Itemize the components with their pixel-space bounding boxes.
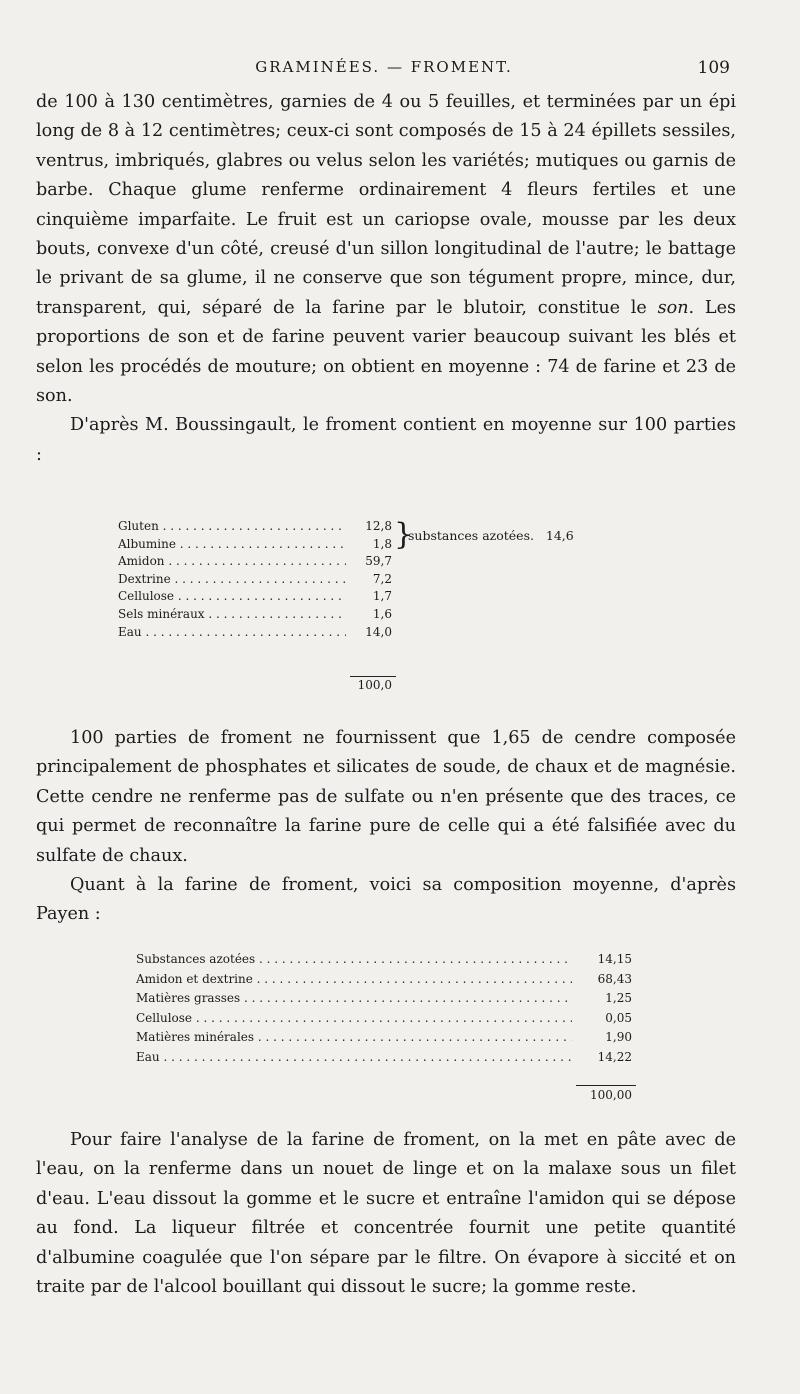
row-value: 1,7 bbox=[350, 588, 392, 606]
table-row bbox=[118, 536, 678, 554]
table-row bbox=[118, 624, 678, 642]
row-label: Amidon . . . bbox=[118, 553, 346, 571]
paragraph-2: D'après M. Boussingault, le froment contient en moyenne sur 100 parties : bbox=[36, 415, 736, 465]
row-label: Cellulose . . . bbox=[118, 588, 346, 606]
table-row bbox=[136, 970, 636, 990]
brace-annotation: substances azotées. 14,6 bbox=[408, 528, 574, 543]
row-value: 14,0 bbox=[350, 624, 392, 642]
table-row bbox=[136, 989, 636, 1009]
row-value: 68,43 bbox=[574, 970, 632, 990]
row-value: 1,90 bbox=[574, 1028, 632, 1048]
table-row bbox=[136, 1048, 636, 1068]
page-number: 109 bbox=[697, 58, 730, 78]
table-total: 100,00 bbox=[590, 1088, 632, 1102]
row-value: 1,8 bbox=[350, 536, 392, 554]
paragraph-1: de 100 à 130 centimètres, garnies de 4 ou 5 feuilles, et terminées par un épi long de 8 à 12 centimètres; ceux-ci sont composés de 15 à 24 épillets sessiles, ventrus, imbriqués, glabres ou velus selon les variétés; mutiques ou garnis de barbe. Chaque glume renferme ordinairement 4 fleurs fertiles et une cinquième imparfaite. Le fruit est un cariopse ovale, mousse par les deux bouts, convexe d'un côté, creusé d'un sillon longitudinal de l'autre; le battage le privant de sa glume, il ne conserve que son tégument propre, mince, dur, transparent, qui, séparé de la farine par le blutoir, constitue le son. Les proportions de son et de farine peuvent varier beaucoup suivant les blés et selon les procédés de mouture; on obtient en moyenne : 74 de farine et 23 de son. bbox=[36, 92, 737, 407]
row-label: Gluten . . . bbox=[118, 518, 346, 536]
row-value: 7,2 bbox=[350, 571, 392, 589]
running-header bbox=[38, 58, 730, 84]
row-value: 12,8 bbox=[350, 518, 392, 536]
text-block-3 bbox=[36, 1126, 736, 1302]
table-row bbox=[118, 571, 678, 589]
table-row bbox=[136, 1009, 636, 1029]
row-label: Sels minéraux . . . bbox=[118, 606, 346, 624]
row-label: Eau . . . bbox=[118, 624, 346, 642]
payen-composition-table bbox=[136, 950, 636, 1102]
row-value: 14,15 bbox=[574, 950, 632, 970]
term-son: son bbox=[657, 297, 689, 318]
sum-rule bbox=[350, 676, 396, 677]
text-block-1 bbox=[36, 88, 736, 470]
row-value: 1,6 bbox=[350, 606, 392, 624]
paragraph-3: 100 parties de froment ne fournissent que 1,65 de cendre composée principalement de phosphates et silicates de soude, de chaux et de magnésie. Cette cendre ne renferme pas de sulfate ou n'en présente que des traces, ce qui permet de reconnaître la farine pure de celle qui a été falsifiée avec du sulfate de chaux. bbox=[36, 728, 736, 866]
row-label: Matières grasses . . . bbox=[136, 989, 572, 1009]
text-block-2 bbox=[36, 724, 736, 930]
paragraph-5: Pour faire l'analyse de la farine de froment, on la met en pâte avec de l'eau, on la renferme dans un nouet de linge et on la malaxe sous un filet d'eau. L'eau dissout la gomme et le sucre et entraîne l'amidon qui se dépose au fond. La liqueur filtrée et concentrée fournit une petite quantité d'albumine coagulée que l'on sépare par le filtre. On évapore à siccité et on traite par de l'alcool bouillant qui dissout le sucre; la gomme reste. bbox=[36, 1130, 736, 1298]
header-title: GRAMINÉES. — FROMENT. bbox=[255, 58, 513, 76]
table-row bbox=[118, 588, 678, 606]
row-value: 0,05 bbox=[574, 1009, 632, 1029]
row-label: Amidon et dextrine . . . bbox=[136, 970, 572, 990]
paragraph-4: Quant à la farine de froment, voici sa composition moyenne, d'après Payen : bbox=[36, 875, 736, 925]
table-row bbox=[118, 553, 678, 571]
table-row bbox=[136, 950, 636, 970]
row-value: 14,22 bbox=[574, 1048, 632, 1068]
boussingault-composition-table bbox=[118, 517, 678, 692]
row-label: Cellulose . . . bbox=[136, 1009, 572, 1029]
row-label: Substances azotées . . . bbox=[136, 950, 572, 970]
row-label: Matières minérales . . . bbox=[136, 1028, 572, 1048]
sum-rule bbox=[576, 1085, 636, 1086]
row-label: Albumine . . . bbox=[118, 536, 346, 554]
row-label: Eau . . . bbox=[136, 1048, 572, 1068]
brace-icon: } bbox=[394, 517, 414, 552]
row-value: 59,7 bbox=[350, 553, 392, 571]
table-total: 100,0 bbox=[357, 678, 392, 692]
table-row bbox=[118, 606, 678, 624]
row-value: 1,25 bbox=[574, 989, 632, 1009]
table-row bbox=[136, 1028, 636, 1048]
row-label: Dextrine . . . bbox=[118, 571, 346, 589]
